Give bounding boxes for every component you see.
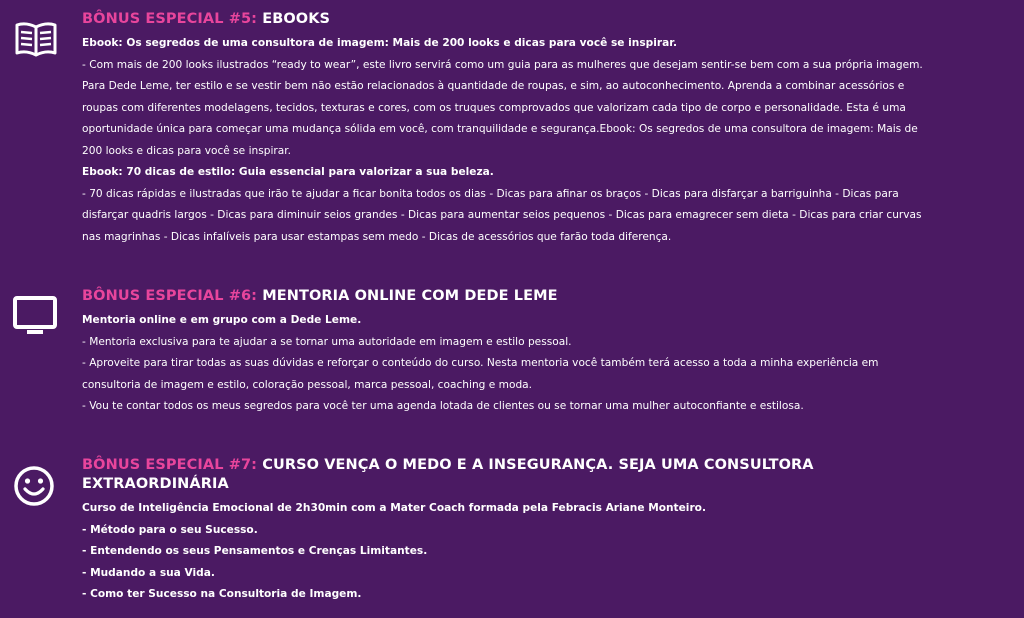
bonus-content-7: [82, 456, 924, 606]
bonus-description: [82, 498, 924, 606]
curso-item-3: - Mudando a sua Vida.: [82, 566, 215, 579]
ebook-2-description: - 70 dicas rápidas e ilustradas que irão te ajudar a ficar bonita todos os dias - Dicas para afinar os braços - Dicas para disfarçar a barriguinha - Dicas para disfarçar quadris largos - Dicas para diminuir seios grandes - Dicas para aumentar seios pequenos - Dicas para emagrecer sem dieta - Dicas para criar curvas nas magrinhas - Dicas infalíveis para usar estampas sem medo - Dicas de acessórios que farão toda diferença.: [82, 187, 922, 243]
ebook-1-description: - Com mais de 200 looks ilustrados “ready to wear”, este livro servirá como um guia para as mulheres que desejam sentir-se bem com a sua própria imagem. Para Dede Leme, ter estilo e se vestir bem não estão relacionados à quantidade de roupas, e sim, ao autoconhecimento. Aprenda a combinar acessórios e roupas com diferentes modelagens, tecidos, texturas e cores, com os truques comprovados que valorizam cada tipo de corpo e personalidade. Esta é uma oportunidade única para começar uma mudança sólida em você, com tranquilidade e segurança.Ebook: Os segredos de uma consultora de imagem: Mais de 200 looks e dicas para você se inspirar.: [82, 58, 923, 157]
smile-icon: [12, 464, 56, 508]
curso-item-4: - Como ter Sucesso na Consultoria de Imagem.: [82, 588, 362, 600]
ebook-2-title: Ebook: 70 dicas de estilo: Guia essencial para valorizar a sua beleza.: [82, 166, 494, 178]
mentoria-line-2: - Aproveite para tirar todas as suas dúvidas e reforçar o conteúdo do curso. Nesta mentoria você também terá acesso a toda a minha experiência em consultoria de imagem e estilo, coloração pessoal, marca pessoal, coaching e moda.: [82, 357, 879, 391]
monitor-icon: [12, 293, 58, 339]
bonus-tag: BÔNUS ESPECIAL #5:: [82, 11, 258, 27]
mentoria-line-1: - Mentoria exclusiva para te ajudar a se tornar uma autoridade em imagem e estilo pessoal.: [82, 335, 572, 348]
book-icon: [14, 18, 58, 62]
bonus-title: [82, 456, 842, 494]
bonus-tag: BÔNUS ESPECIAL #7:: [82, 457, 258, 473]
bonus-description: [82, 33, 924, 248]
ebook-1-title: Ebook: Os segredos de uma consultora de imagem: Mais de 200 looks e dicas para você se inspirar.: [82, 37, 677, 49]
curso-item-2: - Entendendo os seus Pensamentos e Crenças Limitantes.: [82, 545, 428, 557]
bonus-title: [82, 287, 924, 306]
bonus-tag: BÔNUS ESPECIAL #6:: [82, 288, 258, 304]
mentoria-title: Mentoria online e em grupo com a Dede Leme.: [82, 314, 362, 326]
bonus-content-5: [82, 10, 924, 248]
bonus-title: [82, 10, 924, 29]
bonus-name: MENTORIA ONLINE COM DEDE LEME: [262, 288, 558, 304]
curso-item-1: - Método para o seu Sucesso.: [82, 523, 258, 536]
curso-title: Curso de Inteligência Emocional de 2h30min com a Mater Coach formada pela Febracis Ariane Monteiro.: [82, 502, 706, 514]
bonus-name: EBOOKS: [262, 11, 331, 27]
mentoria-line-3: - Vou te contar todos os meus segredos para você ter uma agenda lotada de clientes ou se tornar uma mulher autoconfiante e estilosa.: [82, 400, 804, 412]
bonus-description: [82, 310, 924, 418]
bonus-content-6: [82, 287, 924, 418]
bonus-name: CURSO VENÇA O MEDO E A INSEGURANÇA. SEJA UMA CONSULTORA EXTRAORDINÁRIA: [82, 457, 814, 492]
